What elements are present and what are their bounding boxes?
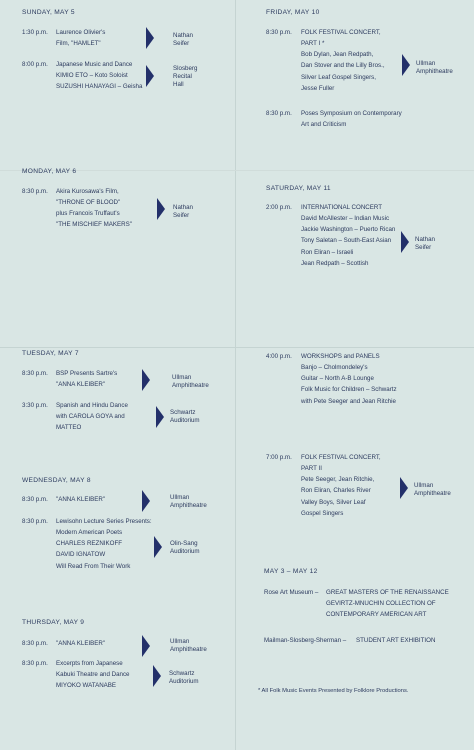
event-venue: Olin-Sang Auditorium [170, 540, 200, 556]
event-time: 8:30 p.m. [22, 496, 48, 503]
event-description: Excerpts from Japanese Kabuki Theatre and Dance MIYOKO WATANABE [56, 660, 130, 690]
arrow-marker-icon [146, 65, 154, 87]
day-heading-saturday: SATURDAY, MAY 11 [266, 185, 331, 192]
arrow-marker-icon [157, 198, 165, 220]
arrow-marker-icon [146, 27, 154, 49]
event-time: 8:30 p.m. [22, 188, 48, 195]
event-venue: Nathan Seifer [173, 204, 193, 220]
event-description: "ANNA KLEIBER" [56, 640, 106, 647]
day-heading-thursday: THURSDAY, MAY 9 [22, 619, 85, 626]
event-description: BSP Presents Sartre's "ANNA KLEIBER" [56, 370, 118, 389]
event-description: Poses Symposium on Contemporary Art and Criticism [301, 110, 402, 129]
event-venue: Ullman Amphitheatre [170, 638, 207, 654]
event-description: WORKSHOPS and PANELS Banjo – Cholmondeley's Guitar – North A-B Lounge Folk Music for Children – Schwartz with Pete Seeger and Jean Ritchie [301, 353, 397, 405]
day-heading-wednesday: WEDNESDAY, MAY 8 [22, 477, 91, 484]
event-description: "ANNA KLEIBER" [56, 496, 106, 503]
footnote: * All Folk Music Events Presented by Folklore Productions. [258, 688, 409, 694]
event-description: Akira Kurosawa's Film, "THRONE OF BLOOD" plus Francois Truffaut's "THE MISCHIEF MAKERS" [56, 188, 132, 229]
event-venue: Ullman Amphitheatre [170, 494, 207, 510]
exhibit-rose-art-titles: GREAT MASTERS OF THE RENAISSANCE GEVIRTZ-MNUCHIN COLLECTION OF CONTEMPORARY AMERICAN ART [326, 589, 449, 619]
exhibit-rose-art-place: Rose Art Museum – [264, 589, 319, 596]
exhibit-mailman-place: Mailman-Slosberg-Sherman – [264, 637, 347, 644]
event-venue: Schwartz Auditorium [169, 670, 199, 686]
fold-line-horizontal [0, 347, 474, 348]
event-venue: Nathan Seifer [173, 32, 193, 48]
event-description: Laurence Olivier's Film, "HAMLET" [56, 29, 106, 48]
arrow-marker-icon [142, 490, 150, 512]
event-venue: Nathan Seifer [415, 236, 435, 252]
day-heading-monday: MONDAY, MAY 6 [22, 168, 77, 175]
arrow-marker-icon [142, 635, 150, 657]
event-time: 1:30 p.m. [22, 29, 48, 36]
arrow-marker-icon [401, 231, 409, 253]
event-time: 8:30 p.m. [22, 370, 48, 377]
day-heading-sunday: SUNDAY, MAY 5 [22, 9, 75, 16]
event-description: Lewisohn Lecture Series Presents: Modern American Poets CHARLES REZNIKOFF DAVID IGNATOW Will Read From Their Work [56, 518, 152, 570]
arrow-marker-icon [142, 369, 150, 391]
event-description: Spanish and Hindu Dance with CAROLA GOYA and MATTEO [56, 402, 128, 432]
arrow-marker-icon [400, 477, 408, 499]
arrow-marker-icon [156, 406, 164, 428]
event-time: 8:30 p.m. [22, 640, 48, 647]
arrow-marker-icon [153, 665, 161, 687]
arrow-marker-icon [154, 536, 162, 558]
day-heading-tuesday: TUESDAY, MAY 7 [22, 350, 79, 357]
event-time: 3:30 p.m. [22, 402, 48, 409]
event-venue: Ullman Amphitheatre [416, 60, 453, 76]
event-description: FOLK FESTIVAL CONCERT, PART II Pete Seeger, Jean Ritchie, Ron Eliran, Charles River Valley Boys, Silver Leaf Gospel Singers [301, 454, 381, 517]
exhibit-mailman-title: STUDENT ART EXHIBITION [356, 637, 436, 644]
event-time: 4:00 p.m. [266, 353, 292, 360]
event-venue: Slosberg Recital Hall [173, 65, 198, 89]
day-heading-friday: FRIDAY, MAY 10 [266, 9, 320, 16]
arrow-marker-icon [402, 54, 410, 76]
exhibit-date-range: MAY 3 – MAY 12 [264, 568, 318, 575]
event-venue: Ullman Amphitheatre [172, 374, 209, 390]
event-venue: Schwartz Auditorium [170, 409, 200, 425]
event-time: 2:00 p.m. [266, 204, 292, 211]
fold-line-vertical [235, 0, 236, 750]
event-time: 8:30 p.m. [22, 660, 48, 667]
event-time: 8:00 p.m. [22, 61, 48, 68]
event-description: FOLK FESTIVAL CONCERT, PART I * Bob Dylan, Jean Redpath, Dan Stover and the Lilly Bros., Silver Leaf Gospel Singers, Jesse Fuller [301, 29, 385, 92]
event-time: 8:30 p.m. [266, 110, 292, 117]
event-time: 7:00 p.m. [266, 454, 292, 461]
event-description: Japanese Music and Dance KIMIO ETO – Koto Soloist SUZUSHI HANAYAGI – Geisha [56, 61, 143, 91]
event-description: INTERNATIONAL CONCERT David McAllester – Indian Music Jackie Washington – Puerto Rican Tony Saletan – South-East Asian Ron Eliran – Israeli Jean Redpath – Scottish [301, 204, 396, 267]
event-time: 8:30 p.m. [266, 29, 292, 36]
event-venue: Ullman Amphitheatre [414, 482, 451, 498]
event-time: 8:30 p.m. [22, 518, 48, 525]
